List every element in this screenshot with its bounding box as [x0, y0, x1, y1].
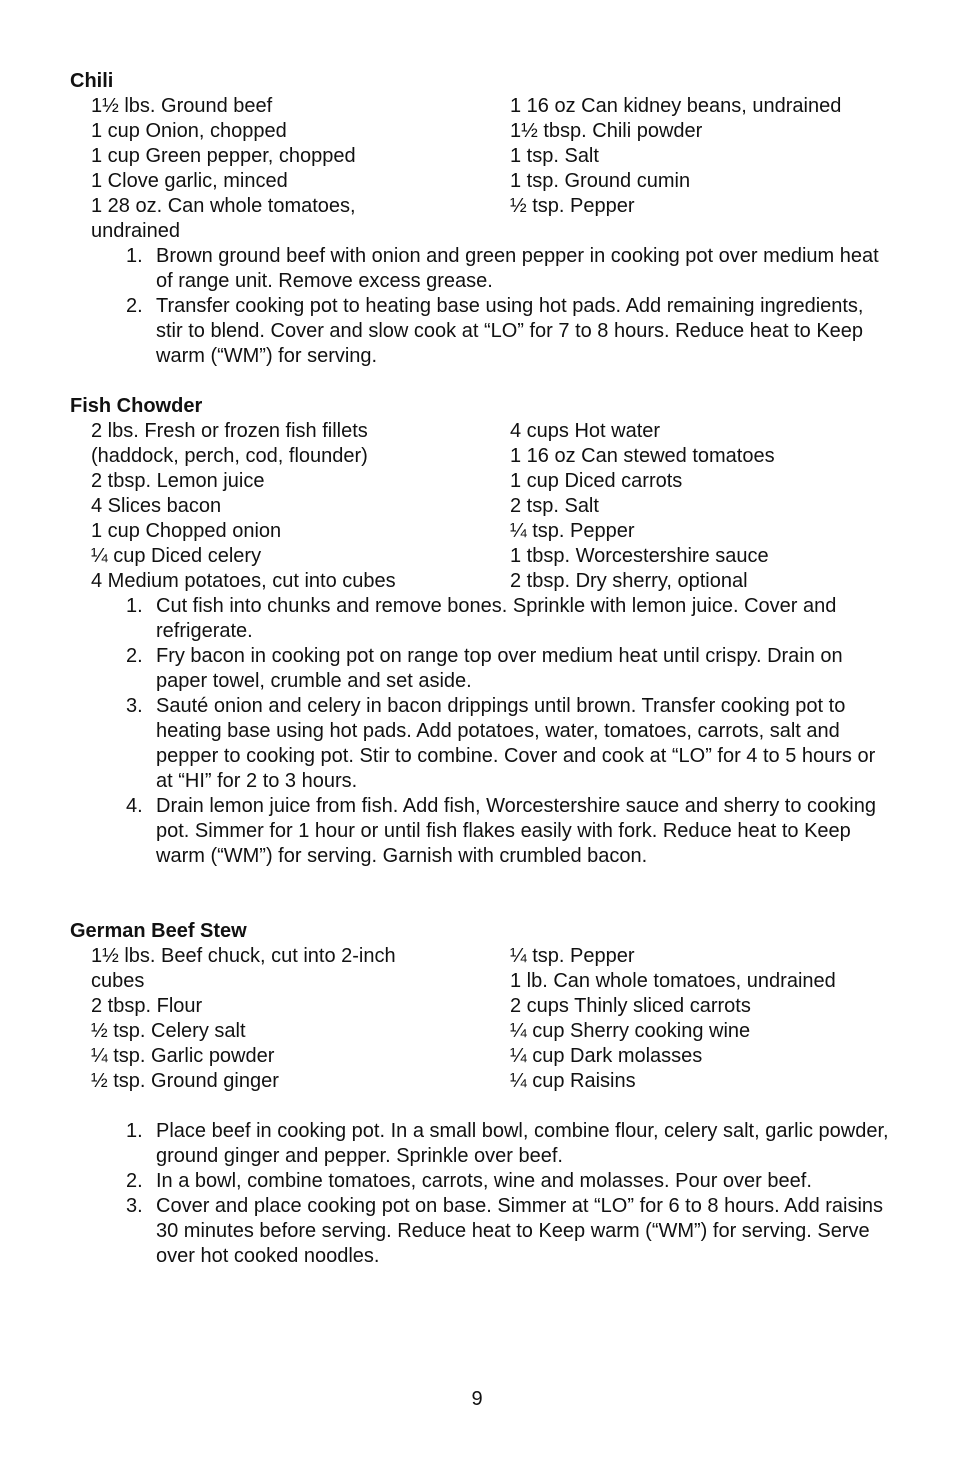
step-text: Place beef in cooking pot. In a small bowl, combine flour, celery salt, garlic powder, ground ginger and pepper. Sprinkle over beef.	[156, 1120, 889, 1167]
recipe-german-beef-stew	[70, 919, 890, 1269]
step-number: 1.	[126, 245, 143, 267]
step-text: Cut fish into chunks and remove bones. Sprinkle with lemon juice. Cover and refrigerate.	[156, 595, 837, 642]
ingredient-item: 1 tsp. Ground cumin	[510, 170, 691, 192]
spacer	[70, 869, 890, 919]
ingredient-item: 1 cup Green pepper, chopped	[91, 145, 356, 167]
ingredient-item: 1 lb. Can whole tomatoes, undrained	[510, 970, 836, 992]
step-text: In a bowl, combine tomatoes, carrots, wine and molasses. Pour over beef.	[156, 1170, 812, 1192]
ingredient-item: ½ tsp. Celery salt	[91, 1020, 246, 1042]
step-number: 4.	[126, 795, 143, 817]
ingredient-column-left	[91, 94, 510, 244]
ingredient-item: (haddock, perch, cod, flounder)	[91, 445, 368, 467]
recipe-title: German Beef Stew	[70, 920, 247, 942]
ingredient-item: ¼ cup Dark molasses	[510, 1045, 703, 1067]
ingredient-item: 1 cup Onion, chopped	[91, 120, 287, 142]
step-number: 2.	[126, 295, 143, 317]
spacer	[70, 1094, 890, 1119]
step-item	[70, 594, 890, 644]
ingredient-item: ¼ tsp. Pepper	[510, 945, 635, 967]
ingredient-item: 2 tsp. Salt	[510, 495, 599, 517]
ingredient-item: ¼ cup Sherry cooking wine	[510, 1020, 751, 1042]
ingredient-column-left	[91, 944, 510, 1094]
step-item	[70, 644, 890, 694]
ingredient-item: 4 cups Hot water	[510, 420, 661, 442]
ingredient-item: 2 tbsp. Flour	[91, 995, 203, 1017]
recipe-title: Chili	[70, 70, 114, 92]
ingredient-item: ½ tsp. Pepper	[510, 195, 635, 217]
step-item	[70, 244, 890, 294]
recipe-fish-chowder	[70, 394, 890, 869]
ingredient-item: 1 28 oz. Can whole tomatoes,	[91, 195, 356, 217]
ingredient-list	[70, 94, 890, 244]
ingredient-item: ¼ tsp. Garlic powder	[91, 1045, 275, 1067]
step-text: Brown ground beef with onion and green pepper in cooking pot over medium heat of range unit. Remove excess grease.	[156, 245, 879, 292]
ingredient-item: ½ tsp. Ground ginger	[91, 1070, 279, 1092]
page-number: 9	[471, 1388, 483, 1410]
ingredient-item: 2 tbsp. Dry sherry, optional	[510, 570, 748, 592]
step-item	[70, 1169, 890, 1194]
step-number: 2.	[126, 645, 143, 667]
step-item	[70, 1119, 890, 1169]
ingredient-item: 1 tsp. Salt	[510, 145, 599, 167]
step-list	[70, 594, 890, 869]
ingredient-item: 1 cup Diced carrots	[510, 470, 683, 492]
step-item	[70, 1194, 890, 1269]
ingredient-item: 2 cups Thinly sliced carrots	[510, 995, 751, 1017]
ingredient-item: 2 lbs. Fresh or frozen fish fillets	[91, 420, 368, 442]
step-number: 2.	[126, 1170, 143, 1192]
step-text: Fry bacon in cooking pot on range top over medium heat until crispy. Drain on paper towel, crumble and set aside.	[156, 645, 843, 692]
spacer	[70, 369, 890, 394]
step-number: 3.	[126, 695, 143, 717]
ingredient-item: 1 cup Chopped onion	[91, 520, 282, 542]
ingredient-column-right	[510, 944, 890, 1094]
ingredient-item: ¼ tsp. Pepper	[510, 520, 635, 542]
ingredient-list	[70, 419, 890, 594]
step-list	[70, 1119, 890, 1269]
ingredient-list	[70, 944, 890, 1094]
ingredient-item: 1 tbsp. Worcestershire sauce	[510, 545, 769, 567]
ingredient-item: 4 Medium potatoes, cut into cubes	[91, 570, 396, 592]
ingredient-item: ¼ cup Raisins	[510, 1070, 636, 1092]
ingredient-item: 1 16 oz Can kidney beans, undrained	[510, 95, 842, 117]
ingredient-item-continuation: undrained	[91, 220, 180, 242]
step-list	[70, 244, 890, 369]
ingredient-column-right	[510, 419, 890, 594]
step-item	[70, 794, 890, 869]
step-number: 3.	[126, 1195, 143, 1217]
step-number: 1.	[126, 595, 143, 617]
recipe-title: Fish Chowder	[70, 395, 203, 417]
ingredient-item: 1 Clove garlic, minced	[91, 170, 288, 192]
ingredient-item: 1½ lbs. Beef chuck, cut into 2-inch	[91, 945, 396, 967]
ingredient-item: 4 Slices bacon	[91, 495, 222, 517]
step-number: 1.	[126, 1120, 143, 1142]
step-text: Cover and place cooking pot on base. Simmer at “LO” for 6 to 8 hours. Add raisins 30 minutes before serving. Reduce heat to Keep warm (“WM”) for serving. Serve over hot cooked noodles.	[156, 1195, 884, 1267]
step-text: Transfer cooking pot to heating base using hot pads. Add remaining ingredients, stir to blend. Cover and slow cook at “LO” for 7 to 8 hours. Reduce heat to Keep warm (“WM”) for serving.	[156, 295, 864, 367]
ingredient-item: 1½ lbs. Ground beef	[91, 95, 273, 117]
recipe-chili	[70, 69, 890, 369]
ingredient-column-left	[91, 419, 510, 594]
step-item	[70, 694, 890, 794]
ingredient-item: ¼ cup Diced celery	[91, 545, 262, 567]
ingredient-item: 1 16 oz Can stewed tomatoes	[510, 445, 775, 467]
step-text: Drain lemon juice from fish. Add fish, Worcestershire sauce and sherry to cooking pot. Simmer for 1 hour or until fish flakes easily with fork. Reduce heat to Keep warm (“WM”) for serving. Garnish with crumbled bacon.	[156, 795, 876, 867]
step-text: Sauté onion and celery in bacon drippings until brown. Transfer cooking pot to heating base using hot pads. Add potatoes, water, tomatoes, carrots, salt and pepper to cooking pot. Stir to combine. Cover and cook at “LO” for 4 to 5 hours or at “HI” for 2 to 3 hours.	[156, 695, 876, 792]
ingredient-item: 2 tbsp. Lemon juice	[91, 470, 265, 492]
ingredient-item: cubes	[91, 970, 145, 992]
step-item	[70, 294, 890, 369]
ingredient-column-right	[510, 94, 890, 244]
ingredient-item: 1½ tbsp. Chili powder	[510, 120, 703, 142]
recipe-page	[70, 69, 890, 1269]
